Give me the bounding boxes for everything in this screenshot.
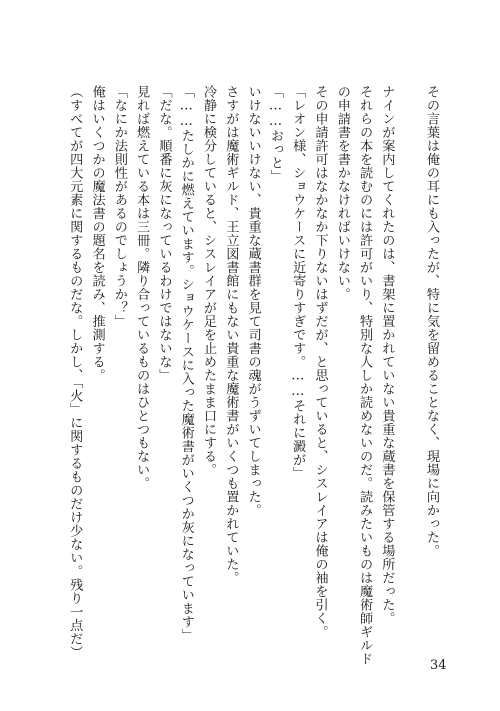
page-number: 34 <box>430 658 447 673</box>
text-line: ナインが案内してくれたのは、書架に置かれていない貴重な蔵書を保管する場所だった。 <box>379 85 395 625</box>
text-line: それらの本を読むのには許可がいり、特別な人しか読めないのだ。読みたいものは魔術師ギルド <box>357 85 373 666</box>
text-line: 「だな。順番に灰になっているわけではないな」 <box>156 85 172 382</box>
text-line: 「レオン様、ショウケースに近寄りすぎです。……それに澱が」 <box>290 85 306 481</box>
vertical-text-body <box>63 85 442 666</box>
text-line: 「なにか法則性があるのでしょうか？」 <box>111 85 127 328</box>
text-line: 「……おっと」 <box>267 85 283 184</box>
text-line: 冷静に検分していると、シスレイアが足を止めたまま口にする。 <box>201 85 217 477</box>
text-line: いけないいけない、貴重な蔵書群を見て司書の魂がうずいてしまった。 <box>245 85 261 517</box>
text-line: その申請許可はなかなか下りないはずだが、と思っていると、シスレイアは俺の袖を引く。 <box>312 85 328 639</box>
text-line: 見れば燃えている本は三冊。隣り合っているものはひとつもない。 <box>134 85 150 490</box>
text-line: （すべてが四大元素に関するものだな。しかし、「火」に関するものだけ少ない。残り一点だ） <box>67 85 83 659</box>
text-line: さすがは魔術ギルド、王立図書館にもない貴重な魔術書がいくつも置かれていた。 <box>223 85 239 585</box>
text-line: 「……たしかに燃えています。ショウケースに入った魔術書がいくつか灰になっています」 <box>178 85 194 643</box>
text-line: の申請書を書かなければいけない。 <box>334 85 350 301</box>
blank-line <box>397 85 419 645</box>
text-line: 俺はいくつかの魔法書の題名を読み、推測する。 <box>89 85 105 382</box>
text-line: その言葉は俺の耳にも入ったが、特に気を留めることなく、現場に向かった。 <box>424 85 439 558</box>
